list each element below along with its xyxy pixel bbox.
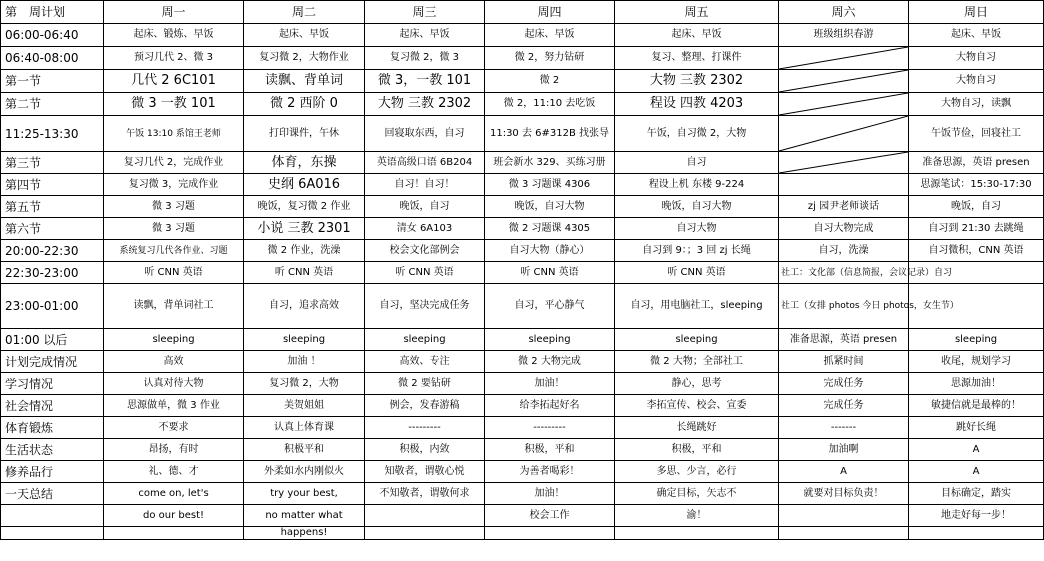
schedule-cell bbox=[779, 116, 909, 152]
schedule-cell bbox=[779, 505, 909, 527]
schedule-cell: 完成任务 bbox=[779, 395, 909, 417]
table-row bbox=[1, 284, 1044, 329]
table-row bbox=[1, 152, 1044, 174]
schedule-cell: try your best, bbox=[244, 483, 365, 505]
schedule-cell: 自习到 9：；3 回 zj 长绳 bbox=[615, 240, 779, 262]
schedule-cell: 清女 6A103 bbox=[365, 218, 485, 240]
schedule-cell: sleeping bbox=[244, 329, 365, 351]
schedule-cell: 班会新水 329、买练习册 bbox=[485, 152, 615, 174]
schedule-cell: 渝！ bbox=[615, 505, 779, 527]
schedule-cell: 晚饭，自习 bbox=[909, 196, 1044, 218]
header-cell: 周二 bbox=[244, 1, 365, 24]
schedule-cell: do our best! bbox=[104, 505, 244, 527]
schedule-cell: 微 2 西阶 0 bbox=[244, 93, 365, 116]
header-cell: 周六 bbox=[779, 1, 909, 24]
schedule-cell: 午饭 13:10 系馆王老师 bbox=[104, 116, 244, 152]
schedule-cell: 读飘，背单词社工 bbox=[104, 284, 244, 329]
schedule-cell: 英语高级口语 6B204 bbox=[365, 152, 485, 174]
diagonal-slash bbox=[779, 93, 908, 115]
schedule-cell: 自习微积，CNN 英语 bbox=[909, 240, 1044, 262]
schedule-cell: 为善者喝彩！ bbox=[485, 461, 615, 483]
schedule-cell: 微 2 作业，洗澡 bbox=[244, 240, 365, 262]
schedule-cell: 预习几代 2、微 3 bbox=[104, 47, 244, 70]
schedule-cell: sleeping bbox=[485, 329, 615, 351]
header-cell: 周一 bbox=[104, 1, 244, 24]
schedule-cell: sleeping bbox=[104, 329, 244, 351]
schedule-cell: 跳好长绳 bbox=[909, 417, 1044, 439]
table-row bbox=[1, 218, 1044, 240]
schedule-cell: 微 2 大物；全部社工 bbox=[615, 351, 779, 373]
schedule-cell: 起床、早饭 bbox=[365, 24, 485, 47]
table-row bbox=[1, 240, 1044, 262]
row-label: 学习情况 bbox=[1, 373, 104, 395]
schedule-cell: 系统复习几代各作业、习题 bbox=[104, 240, 244, 262]
schedule-cell: 自习，用电脑社工，sleeping bbox=[615, 284, 779, 329]
schedule-cell: 晚饭，自习大物 bbox=[615, 196, 779, 218]
row-label: 社会情况 bbox=[1, 395, 104, 417]
schedule-cell: 听 CNN 英语 bbox=[615, 262, 779, 284]
schedule-cell: 微 2，11:10 去吃饭 bbox=[485, 93, 615, 116]
schedule-cell: 礼、德、才 bbox=[104, 461, 244, 483]
table-row bbox=[1, 262, 1044, 284]
schedule-cell: --------- bbox=[365, 417, 485, 439]
schedule-cell: 微 2，努力钻研 bbox=[485, 47, 615, 70]
schedule-cell: 思源笔试：15:30-17:30 bbox=[909, 174, 1044, 196]
table-row bbox=[1, 439, 1044, 461]
row-label: 第一节 bbox=[1, 70, 104, 93]
schedule-cell: 听 CNN 英语 bbox=[485, 262, 615, 284]
schedule-cell bbox=[779, 152, 909, 174]
schedule-cell: 自习，平心静气 bbox=[485, 284, 615, 329]
schedule-cell: 静心，思考 bbox=[615, 373, 779, 395]
schedule-cell: 高效、专注 bbox=[365, 351, 485, 373]
table-row bbox=[1, 24, 1044, 47]
diagonal-slash bbox=[779, 152, 908, 173]
schedule-cell: 美贺姐姐 bbox=[244, 395, 365, 417]
row-label: 一天总结 bbox=[1, 483, 104, 505]
schedule-cell: 长绳跳好 bbox=[615, 417, 779, 439]
row-label: 生活状态 bbox=[1, 439, 104, 461]
schedule-cell: 自习 bbox=[615, 152, 779, 174]
schedule-cell: 11:30 去 6#312B 找张导 bbox=[485, 116, 615, 152]
row-label: 第三节 bbox=[1, 152, 104, 174]
schedule-cell: 大物 三教 2302 bbox=[365, 93, 485, 116]
schedule-cell: 校会文化部例会 bbox=[365, 240, 485, 262]
schedule-cell bbox=[779, 527, 909, 540]
schedule-cell: 微 3，一教 101 bbox=[365, 70, 485, 93]
schedule-cell: 高效 bbox=[104, 351, 244, 373]
schedule-cell: 收尾，规划学习 bbox=[909, 351, 1044, 373]
schedule-cell: happens! bbox=[244, 527, 365, 540]
schedule-cell: 复习几代 2，完成作业 bbox=[104, 152, 244, 174]
schedule-cell: sleeping bbox=[615, 329, 779, 351]
schedule-cell: 积极，平和 bbox=[615, 439, 779, 461]
schedule-cell: 加油！ bbox=[485, 373, 615, 395]
schedule-cell: 听 CNN 英语 bbox=[365, 262, 485, 284]
schedule-cell: 复习、整理、打课件 bbox=[615, 47, 779, 70]
schedule-cell: 程设 四教 4203 bbox=[615, 93, 779, 116]
schedule-cell: 微 2 大物完成 bbox=[485, 351, 615, 373]
row-label: 01:00 以后 bbox=[1, 329, 104, 351]
row-label: 体育锻炼 bbox=[1, 417, 104, 439]
schedule-cell: no matter what bbox=[244, 505, 365, 527]
schedule-cell: 思源加油！ bbox=[909, 373, 1044, 395]
header-cell: 周三 bbox=[365, 1, 485, 24]
schedule-cell: 准备思源，英语 presen bbox=[909, 152, 1044, 174]
schedule-cell: 校会工作 bbox=[485, 505, 615, 527]
schedule-cell: 微 3 习题 bbox=[104, 218, 244, 240]
schedule-cell: 微 3 习题 bbox=[104, 196, 244, 218]
slash-line bbox=[779, 70, 908, 92]
schedule-cell bbox=[365, 527, 485, 540]
header-cell: 第 周计划 bbox=[1, 1, 104, 24]
schedule-cell: 大物自习 bbox=[909, 47, 1044, 70]
schedule-cell: 积极，平和 bbox=[485, 439, 615, 461]
schedule-cell: 大物自习 bbox=[909, 70, 1044, 93]
schedule-cell: 地走好每一步！ bbox=[909, 505, 1044, 527]
schedule-cell: ------- bbox=[779, 417, 909, 439]
schedule-cell: 自习大物（静心） bbox=[485, 240, 615, 262]
row-label: 11:25-13:30 bbox=[1, 116, 104, 152]
schedule-cell: 午饭，自习微 2，大物 bbox=[615, 116, 779, 152]
row-label: 第四节 bbox=[1, 174, 104, 196]
schedule-cell: 完成任务 bbox=[779, 373, 909, 395]
schedule-cell bbox=[365, 505, 485, 527]
schedule-cell: come on, let's bbox=[104, 483, 244, 505]
schedule-cell: 晚饭，复习微 2 作业 bbox=[244, 196, 365, 218]
table-row bbox=[1, 70, 1044, 93]
schedule-cell: 自习到 21:30 去跳绳 bbox=[909, 218, 1044, 240]
header-row bbox=[1, 1, 1044, 24]
schedule-cell: 目标确定，踏实 bbox=[909, 483, 1044, 505]
schedule-cell: 微 2 习题课 4305 bbox=[485, 218, 615, 240]
row-label: 计划完成情况 bbox=[1, 351, 104, 373]
slash-line bbox=[779, 116, 908, 151]
schedule-cell: 多思、少言，必行 bbox=[615, 461, 779, 483]
schedule-cell: 班级组织春游 bbox=[779, 24, 909, 47]
schedule-cell: 自习，坚决完成任务 bbox=[365, 284, 485, 329]
schedule-cell: 回寝取东西，自习 bbox=[365, 116, 485, 152]
schedule-cell bbox=[615, 527, 779, 540]
slash-line bbox=[779, 93, 908, 115]
schedule-cell bbox=[779, 70, 909, 93]
schedule-cell: 几代 2 6C101 bbox=[104, 70, 244, 93]
schedule-cell: sleeping bbox=[365, 329, 485, 351]
schedule-cell: 听 CNN 英语 bbox=[244, 262, 365, 284]
schedule-cell: 李拓宣传、校会、宣委 bbox=[615, 395, 779, 417]
schedule-cell: 午饭节俭，回寝社工 bbox=[909, 116, 1044, 152]
schedule-cell: 复习微 2，大物作业 bbox=[244, 47, 365, 70]
schedule-cell: 例会，发春游稿 bbox=[365, 395, 485, 417]
row-label: 06:40-08:00 bbox=[1, 47, 104, 70]
schedule-cell: sleeping bbox=[909, 329, 1044, 351]
header-cell: 周五 bbox=[615, 1, 779, 24]
schedule-cell: 积极，内敛 bbox=[365, 439, 485, 461]
schedule-cell: A bbox=[909, 461, 1044, 483]
table-row bbox=[1, 93, 1044, 116]
schedule-cell: 史纲 6A016 bbox=[244, 174, 365, 196]
table-row bbox=[1, 373, 1044, 395]
row-label: 06:00-06:40 bbox=[1, 24, 104, 47]
schedule-cell: 不知敬者，谓敬何求 bbox=[365, 483, 485, 505]
schedule-cell: 起床、早饭 bbox=[909, 24, 1044, 47]
table-row bbox=[1, 483, 1044, 505]
header-cell: 周日 bbox=[909, 1, 1044, 24]
row-label: 第二节 bbox=[1, 93, 104, 116]
schedule-cell: 外柔如水内刚似火 bbox=[244, 461, 365, 483]
diagonal-slash bbox=[779, 70, 908, 92]
schedule-cell: 社工：文化部（信息简报，会议记录）自习 bbox=[779, 262, 909, 284]
header-cell: 周四 bbox=[485, 1, 615, 24]
schedule-cell: 认真对待大物 bbox=[104, 373, 244, 395]
schedule-cell bbox=[104, 527, 244, 540]
schedule-cell: 复习微 2，微 3 bbox=[365, 47, 485, 70]
schedule-cell: 微 2 bbox=[485, 70, 615, 93]
schedule-cell: 晚饭，自习大物 bbox=[485, 196, 615, 218]
schedule-cell: 大物自习，读飘 bbox=[909, 93, 1044, 116]
schedule-cell: 加油 ！ bbox=[244, 351, 365, 373]
schedule-cell: 体育，东操 bbox=[244, 152, 365, 174]
schedule-cell: 自习！自习！ bbox=[365, 174, 485, 196]
schedule-cell bbox=[779, 174, 909, 196]
row-label: 22:30-23:00 bbox=[1, 262, 104, 284]
schedule-cell: 复习微 3，完成作业 bbox=[104, 174, 244, 196]
schedule-cell: 知敬者，谓敬心悦 bbox=[365, 461, 485, 483]
schedule-cell: 思源做单，微 3 作业 bbox=[104, 395, 244, 417]
schedule-cell: 社工（女排 photos 今日 photos，女生节） bbox=[779, 284, 909, 329]
row-label: 20:00-22:30 bbox=[1, 240, 104, 262]
schedule-cell: 积极平和 bbox=[244, 439, 365, 461]
schedule-cell: --------- bbox=[485, 417, 615, 439]
schedule-cell: 自习大物 bbox=[615, 218, 779, 240]
diagonal-slash bbox=[779, 116, 908, 151]
table-row bbox=[1, 47, 1044, 70]
schedule-cell: 复习微 2，大物 bbox=[244, 373, 365, 395]
schedule-cell bbox=[779, 93, 909, 116]
schedule-cell: 起床、早饭 bbox=[485, 24, 615, 47]
slash-line bbox=[779, 47, 908, 69]
schedule-cell: 自习，洗澡 bbox=[779, 240, 909, 262]
table-row bbox=[1, 395, 1044, 417]
schedule-cell: 就要对目标负责！ bbox=[779, 483, 909, 505]
schedule-cell: 大物 三教 2302 bbox=[615, 70, 779, 93]
schedule-cell: 程设上机 东楼 9-224 bbox=[615, 174, 779, 196]
schedule-cell: 晚饭，自习 bbox=[365, 196, 485, 218]
diagonal-slash bbox=[779, 47, 908, 69]
schedule-cell: 不要求 bbox=[104, 417, 244, 439]
schedule-cell: 微 3 习题课 4306 bbox=[485, 174, 615, 196]
table-body bbox=[1, 1, 1044, 540]
schedule-cell: A bbox=[779, 461, 909, 483]
row-label: 修养品行 bbox=[1, 461, 104, 483]
schedule-cell: 准备思源，英语 presen bbox=[779, 329, 909, 351]
schedule-cell: 敏捷信就是最棒的！ bbox=[909, 395, 1044, 417]
schedule-cell: 听 CNN 英语 bbox=[104, 262, 244, 284]
schedule-cell: 自习，追求高效 bbox=[244, 284, 365, 329]
schedule-cell: 读飘、背单词 bbox=[244, 70, 365, 93]
table-row bbox=[1, 116, 1044, 152]
schedule-cell: 加油啊 bbox=[779, 439, 909, 461]
table-row bbox=[1, 527, 1044, 540]
schedule-cell: 起床、早饭 bbox=[244, 24, 365, 47]
slash-line bbox=[779, 152, 908, 173]
row-label: 第五节 bbox=[1, 196, 104, 218]
schedule-cell: 抓紧时间 bbox=[779, 351, 909, 373]
table-row bbox=[1, 461, 1044, 483]
schedule-cell bbox=[909, 527, 1044, 540]
schedule-cell bbox=[779, 47, 909, 70]
table-row bbox=[1, 329, 1044, 351]
schedule-cell: zj 园尹老师谈话 bbox=[779, 196, 909, 218]
schedule-cell: 加油！ bbox=[485, 483, 615, 505]
table-row bbox=[1, 174, 1044, 196]
schedule-cell: A bbox=[909, 439, 1044, 461]
schedule-cell: 起床、锻炼、早饭 bbox=[104, 24, 244, 47]
schedule-cell: 微 3 一教 101 bbox=[104, 93, 244, 116]
row-label bbox=[1, 505, 104, 527]
row-label: 第六节 bbox=[1, 218, 104, 240]
schedule-cell: 微 2 要钻研 bbox=[365, 373, 485, 395]
schedule-cell: 认真上体育课 bbox=[244, 417, 365, 439]
schedule-cell: 昂扬，有时 bbox=[104, 439, 244, 461]
schedule-cell: 给李拓起好名 bbox=[485, 395, 615, 417]
row-label bbox=[1, 527, 104, 540]
row-label: 23:00-01:00 bbox=[1, 284, 104, 329]
table-row bbox=[1, 351, 1044, 373]
table-row bbox=[1, 505, 1044, 527]
schedule-cell: 打印课件，午休 bbox=[244, 116, 365, 152]
schedule-cell: 自习大物完成 bbox=[779, 218, 909, 240]
schedule-cell: 小说 三教 2301 bbox=[244, 218, 365, 240]
schedule-cell: 确定目标，矢志不 bbox=[615, 483, 779, 505]
table-row bbox=[1, 417, 1044, 439]
schedule-cell: 起床、早饭 bbox=[615, 24, 779, 47]
schedule-cell bbox=[485, 527, 615, 540]
table-row bbox=[1, 196, 1044, 218]
